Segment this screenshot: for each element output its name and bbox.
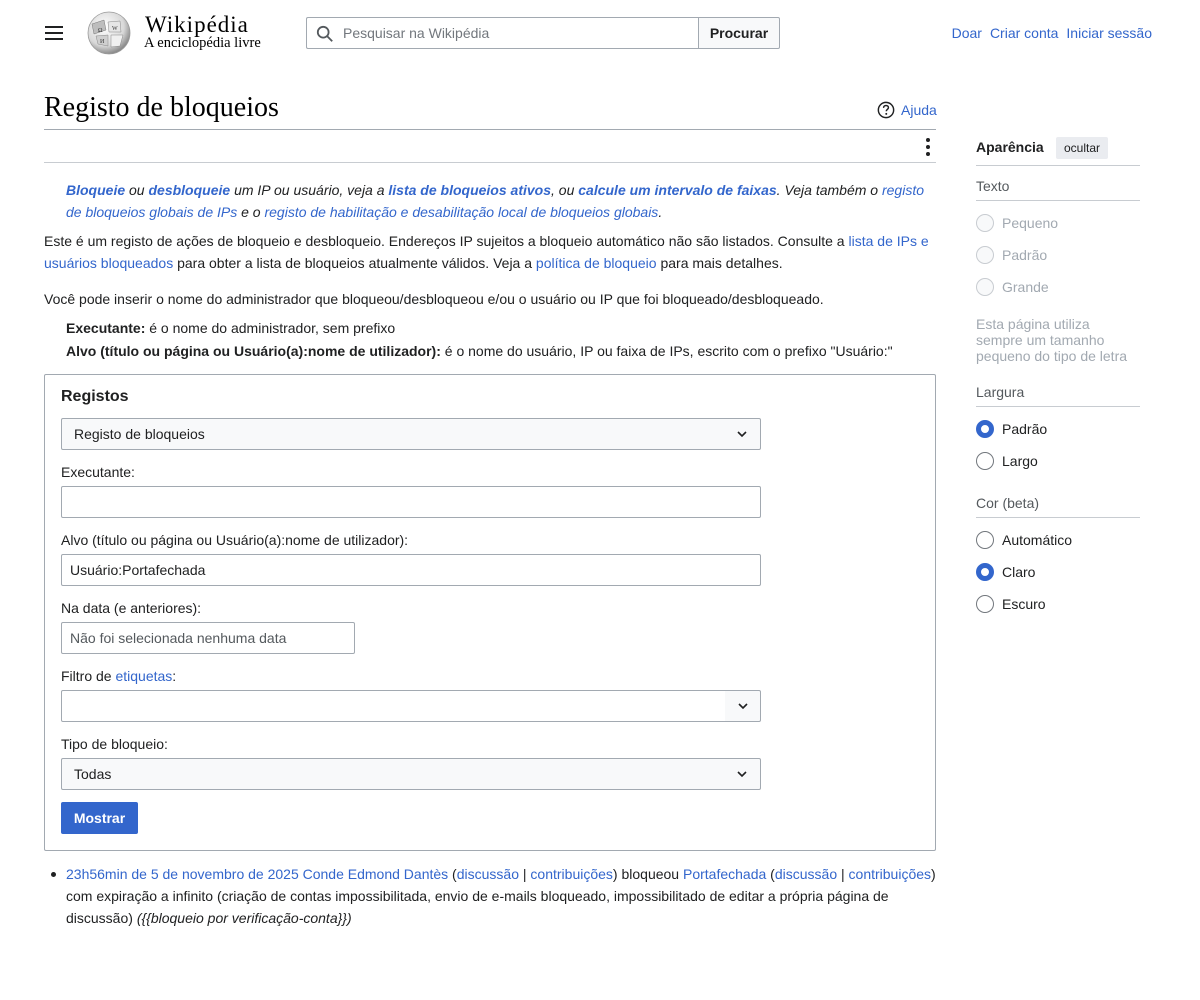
radio-button-checked[interactable] xyxy=(976,563,994,581)
color-light-option[interactable]: Claro xyxy=(976,563,1035,581)
date-label: Na data (e anteriores): xyxy=(61,600,202,616)
target-talk-link[interactable]: discussão xyxy=(774,866,838,882)
unblock-link[interactable]: desbloqueie xyxy=(148,182,231,198)
performer-input[interactable] xyxy=(61,486,761,518)
text-size-large-option: Grande xyxy=(976,278,1049,296)
width-title: Largura xyxy=(976,384,1025,400)
radio-button xyxy=(976,246,994,264)
page-tools-button[interactable] xyxy=(918,135,938,159)
appearance-heading: Aparência xyxy=(976,139,1044,155)
tools-divider xyxy=(44,162,936,163)
tag-dropdown-button[interactable] xyxy=(725,690,761,722)
main-menu-button[interactable] xyxy=(40,19,68,47)
help-link[interactable] xyxy=(877,101,937,119)
login-link[interactable]: Iniciar sessão xyxy=(1066,25,1152,41)
intro-text: Bloqueie ou desbloqueie um IP ou usuário, veja a lista de bloqueios ativos, ou calcule um intervalo de faixas. Veja também o registo de bloqueios globais de IPs e o registo de habilitação e desabilitação local de bloqueios globais. xyxy=(66,182,925,220)
block-type-select[interactable] xyxy=(61,758,761,790)
target-label: Alvo (título ou página ou Usuário(a):nome de utilizador): xyxy=(61,532,409,548)
definition-target: Alvo (título ou página ou Usuário(a):nome de utilizador): é o nome do usuário, IP ou faixa de IPs, escrito com o prefixo "Usuário:" xyxy=(66,343,893,359)
text-size-divider xyxy=(976,200,1140,201)
help-icon xyxy=(877,101,895,119)
global-log-link[interactable]: registo de bloqueios globais de IPs xyxy=(66,182,925,220)
chevron-down-icon xyxy=(737,700,749,712)
color-dark-option[interactable]: Escuro xyxy=(976,595,1046,613)
block-type-value: Todas xyxy=(74,766,112,782)
range-calc-link[interactable]: calcule um intervalo de faixas xyxy=(578,182,777,198)
description-paragraph: Este é um registo de ações de bloqueio e desbloqueio. Endereços IP sujeitos a bloqueio automático não são listados. Consulte a lista de IPs e usuários bloqueados para obter a lista de bloqueios atualmente válidos. Veja a política de bloqueio para mais detalhes. xyxy=(44,233,929,271)
wikipedia-wordmark[interactable]: Wikipédia xyxy=(145,12,249,37)
tag-filter-label: Filtro de etiquetas: xyxy=(61,668,177,684)
radio-button[interactable] xyxy=(976,595,994,613)
create-account-link[interactable]: Criar conta xyxy=(989,25,1059,41)
field-definitions xyxy=(66,317,893,363)
local-log-link[interactable]: registo de habilitação e desabilitação local de bloqueios globais xyxy=(264,204,659,220)
log-type-select[interactable] xyxy=(61,418,761,450)
form-legend: Registos xyxy=(61,388,129,405)
text-size-small-option: Pequeno xyxy=(976,214,1058,232)
block-type-label: Tipo de bloqueio: xyxy=(61,736,168,752)
radio-button[interactable] xyxy=(976,531,994,549)
radio-button xyxy=(976,278,994,296)
hide-appearance-button[interactable]: ocultar xyxy=(1056,137,1108,159)
instructions-paragraph: Você pode inserir o nome do administrador que bloqueou/desbloqueou e/ou o usuário ou IP que foi bloqueado/desbloqueado. xyxy=(44,291,824,307)
appearance-divider xyxy=(976,165,1140,166)
log-type-value: Registo de bloqueios xyxy=(74,426,205,442)
width-standard-option[interactable]: Padrão xyxy=(976,420,1047,438)
search-button[interactable]: Procurar xyxy=(698,17,780,49)
block-link[interactable]: Bloqueie xyxy=(66,182,126,198)
definition-performer: Executante: é o nome do administrador, sem prefixo xyxy=(66,320,396,336)
wikipedia-globe-logo[interactable] xyxy=(84,10,134,56)
wikipedia-tagline: A enciclopédia livre xyxy=(144,35,261,51)
width-divider xyxy=(976,406,1140,407)
radio-button[interactable] xyxy=(976,452,994,470)
tag-filter-input[interactable] xyxy=(61,690,726,722)
active-blocks-link[interactable]: lista de bloqueios ativos xyxy=(388,182,551,198)
performer-contribs-link[interactable]: contribuições xyxy=(530,866,613,882)
tags-link[interactable]: etiquetas xyxy=(115,668,173,684)
log-entry: 23h56min de 5 de novembro de 2025 Conde Edmond Dantès (discussão | contribuições) bloqueou Portafechada (discussão | contribuições) com expiração a infinito (criação de contas impossibilitada, envio de e-mails bloqueado, impossibilitado de editar a própria página de discussão) ({{bloqueio por verificação-conta}}) xyxy=(66,866,936,926)
blocked-list-link[interactable]: lista de IPs e usuários bloqueados xyxy=(44,233,929,271)
search-input[interactable] xyxy=(341,18,691,48)
block-policy-link[interactable]: política de bloqueio xyxy=(535,255,657,271)
target-contribs-link[interactable]: contribuições xyxy=(848,866,932,882)
date-input[interactable] xyxy=(61,622,355,654)
donate-link[interactable]: Doar xyxy=(951,25,982,41)
radio-button-checked[interactable] xyxy=(976,420,994,438)
block-reason: ({{bloqueio por verificação-conta}}) xyxy=(136,910,352,926)
search-box xyxy=(306,17,699,49)
svg-text:Ω: Ω xyxy=(98,28,103,34)
entry-timestamp-link[interactable]: 23h56min de 5 de novembro de 2025 xyxy=(66,866,299,882)
show-button[interactable]: Mostrar xyxy=(61,802,138,834)
performer-user-link[interactable]: Conde Edmond Dantès xyxy=(302,866,449,882)
svg-text:И: И xyxy=(100,39,105,45)
svg-text:W: W xyxy=(112,26,118,32)
color-title: Cor (beta) xyxy=(976,495,1040,511)
text-size-note: Esta página utiliza sempre um tamanho pequeno do tipo de letra xyxy=(976,316,1128,364)
text-size-title: Texto xyxy=(976,178,1010,194)
performer-label: Executante: xyxy=(61,464,135,480)
page-title: Registo de bloqueios xyxy=(44,92,279,123)
target-input[interactable] xyxy=(61,554,761,586)
target-user-link[interactable]: Portafechada xyxy=(682,866,767,882)
help-label: Ajuda xyxy=(901,102,937,118)
color-auto-option[interactable]: Automático xyxy=(976,531,1072,549)
user-links xyxy=(952,25,1152,41)
width-wide-option[interactable]: Largo xyxy=(976,452,1038,470)
performer-talk-link[interactable]: discussão xyxy=(456,866,519,882)
chevron-down-icon xyxy=(736,768,748,780)
chevron-down-icon xyxy=(736,428,748,440)
list-bullet xyxy=(51,872,56,877)
search-icon xyxy=(316,25,334,43)
color-divider xyxy=(976,517,1140,518)
title-divider xyxy=(44,129,936,130)
radio-button xyxy=(976,214,994,232)
text-size-standard-option: Padrão xyxy=(976,246,1047,264)
